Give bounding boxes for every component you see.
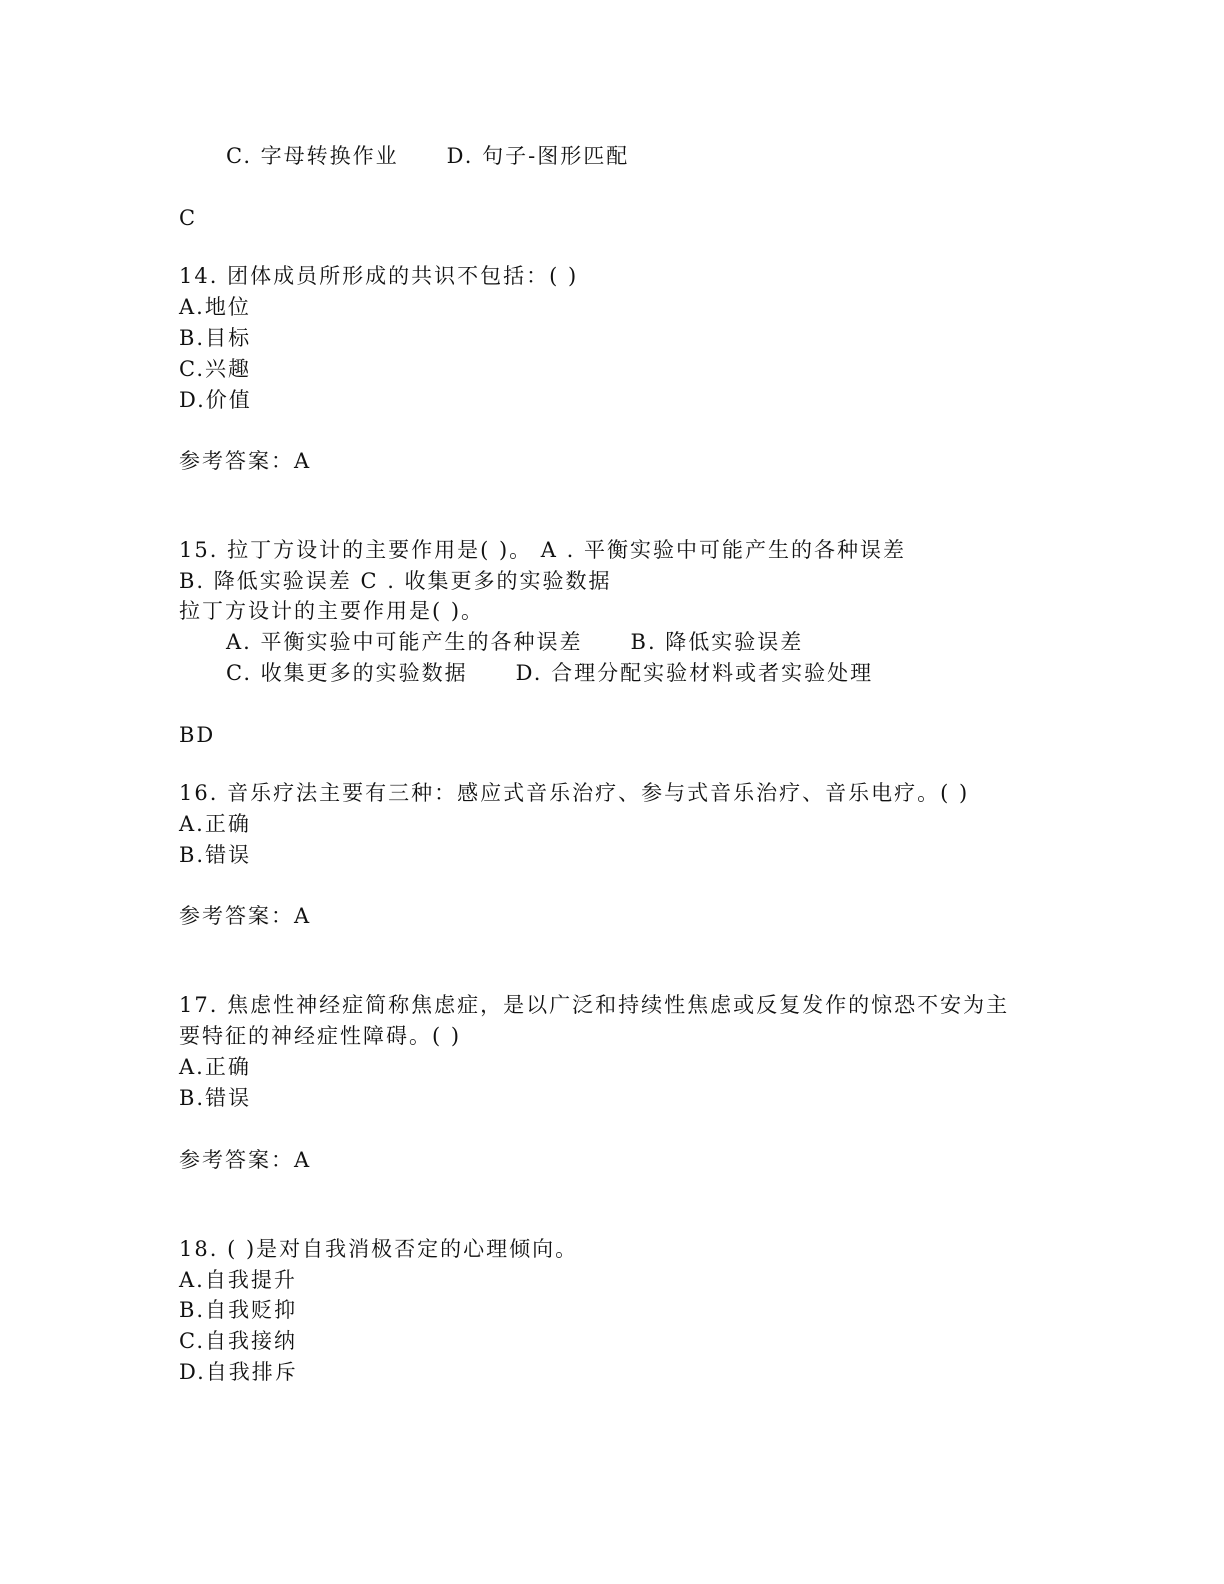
q15-repeat-stem: 拉丁方设计的主要作用是( )。 (179, 599, 485, 623)
q13-option-c: C. 字母转换作业 (226, 144, 399, 168)
q18-option-b: B.自我贬抑 (179, 1298, 298, 1322)
q18-option-a: A.自我提升 (179, 1268, 297, 1292)
q14-option-a: A.地位 (179, 295, 251, 319)
q18-option-d: D.自我排斥 (179, 1360, 298, 1384)
q15-option-a: A. 平衡实验中可能产生的各种误差 (226, 630, 583, 654)
q15-option-b: B. 降低实验误差 (630, 630, 804, 654)
q15-stem-line1: 15. 拉丁方设计的主要作用是( )。 A . 平衡实验中可能产生的各种误差 (179, 538, 906, 562)
q13-options-line (226, 142, 629, 170)
q15-answer: BD (179, 723, 216, 747)
q16-option-b: B.错误 (179, 843, 252, 867)
q16-answer: 参考答案：A (179, 904, 312, 928)
q15-options-row1 (226, 628, 803, 656)
q14-answer: 参考答案：A (179, 449, 312, 473)
q14-option-d: D.价值 (179, 388, 252, 412)
q17-stem-line1: 17. 焦虑性神经症简称焦虑症，是以广泛和持续性焦虑或反复发作的惊恐不安为主 (179, 993, 1010, 1017)
q16-option-a: A.正确 (179, 812, 251, 836)
q17-answer: 参考答案：A (179, 1148, 312, 1172)
q15-options-row2 (226, 659, 873, 687)
q14-stem: 14. 团体成员所形成的共识不包括：( ) (179, 264, 579, 288)
q15-stem-line2: B. 降低实验误差 C . 收集更多的实验数据 (179, 569, 612, 593)
q15-option-c: C. 收集更多的实验数据 (226, 661, 468, 685)
q18-stem: 18. ( )是对自我消极否定的心理倾向。 (179, 1237, 579, 1261)
q14-option-b: B.目标 (179, 326, 252, 350)
q17-stem-line2: 要特征的神经症性障碍。( ) (179, 1024, 462, 1048)
q15-option-d: D. 合理分配实验材料或者实验处理 (515, 661, 874, 685)
q13-answer: C (179, 206, 198, 230)
q13-option-d: D. 句子-图形匹配 (446, 144, 630, 168)
q17-option-b: B.错误 (179, 1086, 252, 1110)
q18-option-c: C.自我接纳 (179, 1329, 297, 1353)
q14-option-c: C.兴趣 (179, 357, 251, 381)
q16-stem: 16. 音乐疗法主要有三种：感应式音乐治疗、参与式音乐治疗、音乐电疗。( ) (179, 781, 970, 805)
q17-option-a: A.正确 (179, 1055, 251, 1079)
